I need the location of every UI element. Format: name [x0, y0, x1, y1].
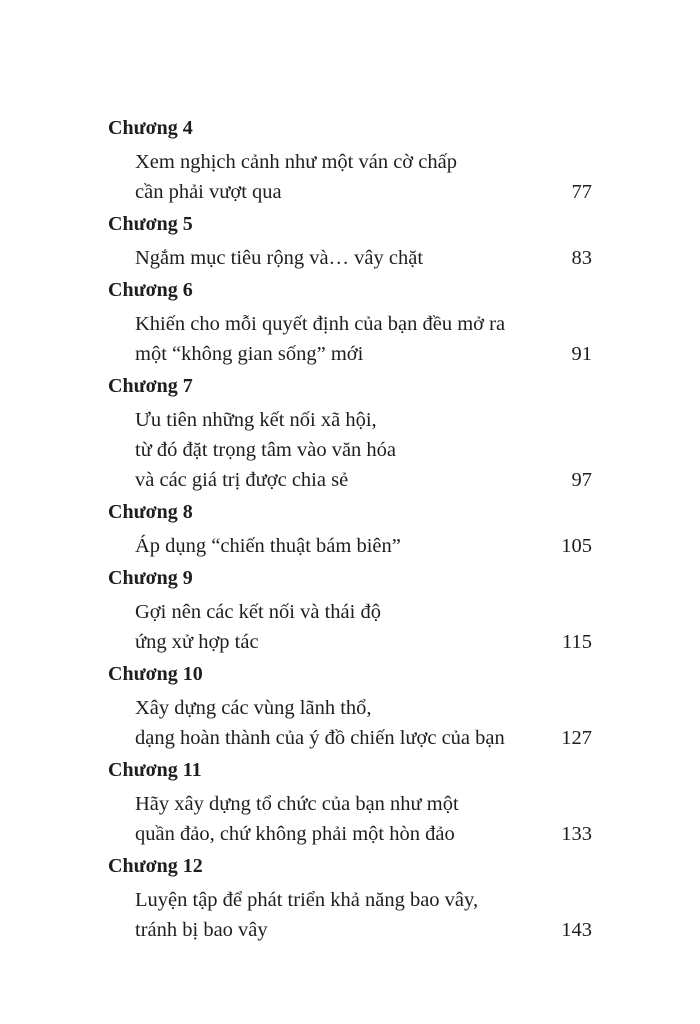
- chapter-title-line: Áp dụng “chiến thuật bám biên”: [135, 535, 401, 557]
- toc-entry[interactable]: [108, 369, 592, 495]
- toc-entry[interactable]: [108, 273, 592, 369]
- chapter-title-block: [135, 243, 592, 273]
- chapter-title-line-row: [135, 405, 592, 435]
- chapter-title-line: Gợi nên các kết nối và thái độ: [135, 601, 381, 623]
- page-number: 143: [561, 919, 592, 941]
- chapter-heading: Chương 6: [108, 279, 193, 301]
- toc-entry[interactable]: [108, 657, 592, 753]
- chapter-title-block: [135, 309, 592, 369]
- chapter-title-line-row: [135, 465, 592, 495]
- page-number: 133: [561, 823, 592, 845]
- chapter-title-line: Hãy xây dựng tổ chức của bạn như một: [135, 793, 459, 815]
- page-number: 83: [571, 247, 592, 269]
- chapter-title-block: [135, 597, 592, 657]
- chapter-title-line-row: [135, 243, 592, 273]
- chapter-title-line-row: [135, 627, 592, 657]
- chapter-heading: Chương 5: [108, 213, 193, 235]
- chapter-heading: Chương 9: [108, 567, 193, 589]
- chapter-title-block: [135, 885, 592, 945]
- chapter-title-line: một “không gian sống” mới: [135, 343, 364, 365]
- chapter-title-line-row: [135, 435, 592, 465]
- page-number: 91: [571, 343, 592, 365]
- toc-entry[interactable]: [108, 849, 592, 945]
- toc-entry[interactable]: [108, 207, 592, 273]
- chapter-title-block: [135, 405, 592, 495]
- chapter-title-line: quần đảo, chứ không phải một hòn đảo: [135, 823, 455, 845]
- chapter-heading: Chương 12: [108, 855, 203, 877]
- chapter-heading: Chương 8: [108, 501, 193, 523]
- page-number: 105: [561, 535, 592, 557]
- chapter-title-block: [135, 147, 592, 207]
- chapter-title-line: Luyện tập để phát triển khả năng bao vây,: [135, 889, 479, 911]
- chapter-title-block: [135, 531, 592, 561]
- chapter-title-line: và các giá trị được chia sẻ: [135, 469, 349, 491]
- chapter-title-line: cần phải vượt qua: [135, 181, 282, 203]
- chapter-title-line-row: [135, 693, 592, 723]
- chapter-title-line-row: [135, 597, 592, 627]
- chapter-title-line-row: [135, 789, 592, 819]
- chapter-title-line-row: [135, 531, 592, 561]
- chapter-title-line: từ đó đặt trọng tâm vào văn hóa: [135, 439, 397, 461]
- chapter-heading: Chương 7: [108, 375, 193, 397]
- chapter-title-line: tránh bị bao vây: [135, 919, 268, 941]
- chapter-title-block: [135, 789, 592, 849]
- toc-entry[interactable]: [108, 561, 592, 657]
- chapter-title-line-row: [135, 177, 592, 207]
- chapter-heading: Chương 10: [108, 663, 203, 685]
- chapter-heading: Chương 4: [108, 117, 193, 139]
- toc-entry[interactable]: [108, 111, 592, 207]
- chapter-title-line: Ngắm mục tiêu rộng và… vây chặt: [135, 247, 424, 269]
- chapter-title-line-row: [135, 309, 592, 339]
- chapter-title-line-row: [135, 147, 592, 177]
- page-number: 127: [561, 727, 592, 749]
- chapter-title-line: Xây dựng các vùng lãnh thổ,: [135, 697, 372, 719]
- chapter-title-line-row: [135, 723, 592, 753]
- chapter-title-line: Xem nghịch cảnh như một ván cờ chấp: [135, 151, 457, 173]
- table-of-contents: [108, 111, 592, 945]
- chapter-title-line: ứng xử hợp tác: [135, 631, 259, 653]
- page-number: 97: [571, 469, 592, 491]
- chapter-title-line-row: [135, 915, 592, 945]
- toc-entry[interactable]: [108, 495, 592, 561]
- chapter-title-line: Ưu tiên những kết nối xã hội,: [135, 409, 377, 431]
- chapter-title-line-row: [135, 885, 592, 915]
- chapter-title-line-row: [135, 339, 592, 369]
- toc-entry[interactable]: [108, 753, 592, 849]
- chapter-title-block: [135, 693, 592, 753]
- chapter-title-line: dạng hoàn thành của ý đồ chiến lược của bạn: [135, 727, 505, 749]
- chapter-heading: Chương 11: [108, 759, 202, 781]
- page-number: 115: [562, 631, 592, 653]
- page-number: 77: [571, 181, 592, 203]
- chapter-title-line-row: [135, 819, 592, 849]
- chapter-title-line: Khiến cho mỗi quyết định của bạn đều mở ra: [135, 313, 506, 335]
